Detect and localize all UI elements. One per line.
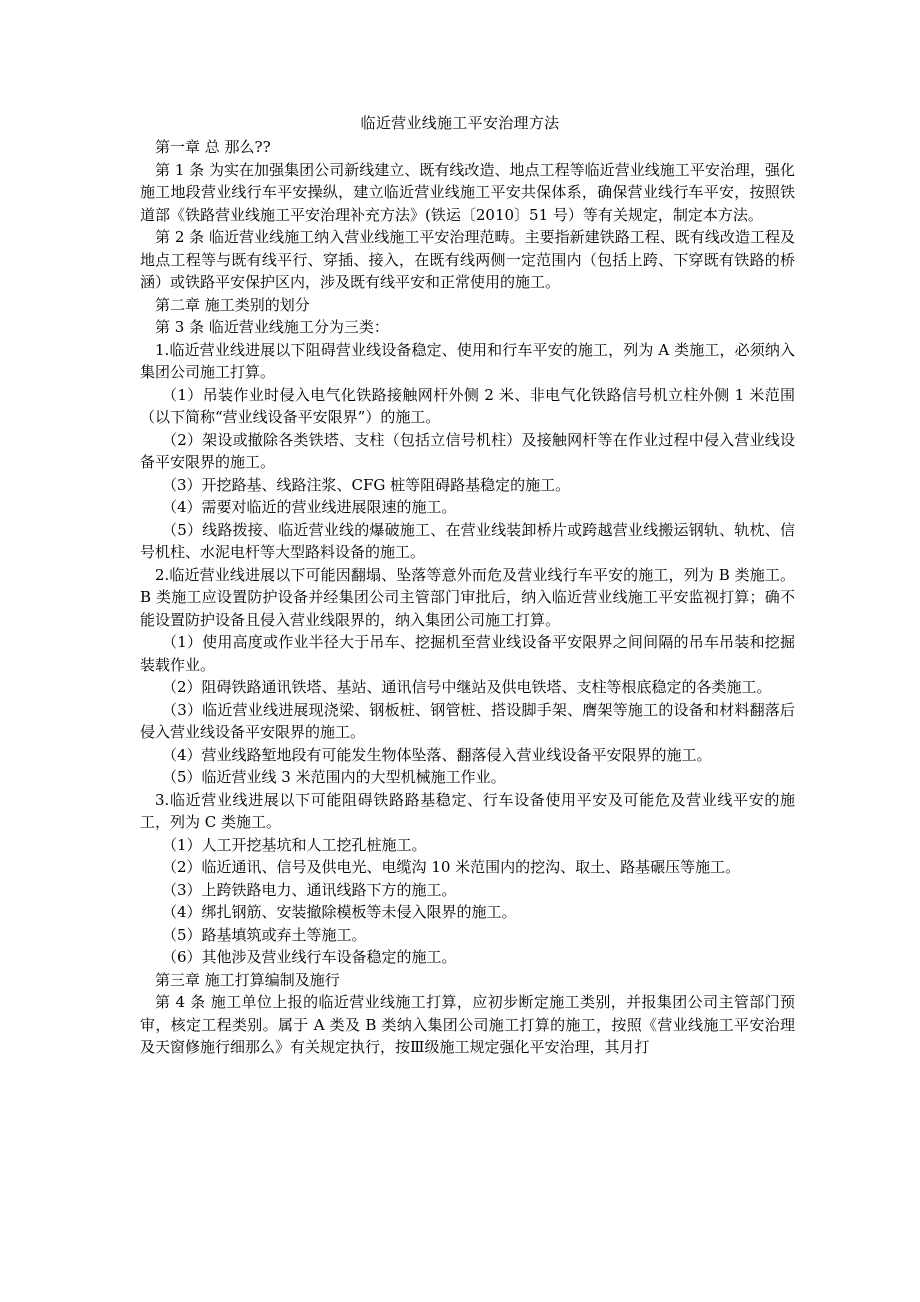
numbered-paragraph: 2.临近营业线进展以下可能因翻塌、坠落等意外而危及营业线行车平安的施工，列为 B 类施工。B 类施工应设置防护设备并经集团公司主管部门审批后，纳入临近营业线施工平安监视打算；确不能设置防护设备且侵入营业线限界的，纳入集团公司施工打算。 bbox=[140, 565, 795, 629]
article-paragraph: 第 4 条 施工单位上报的临近营业线施工打算，应初步断定施工类别，并报集团公司主管部门预审，核定工程类别。属于 A 类及 B 类纳入集团公司施工打算的施工，按照《营业线施工平安治理及天窗修施行细那么》有关规定执行，按Ⅲ级施工规定强化平安治理，其月打 bbox=[140, 993, 795, 1056]
sub-item-paragraph: （4）绑扎钢筋、安装撤除模板等未侵入限界的施工。 bbox=[162, 903, 517, 921]
article-paragraph: 第 1 条 为实在加强集团公司新线建立、既有线改造、地点工程等临近营业线施工平安治理，强化施工地段营业线行车平安操纵，建立临近营业线施工平安共保体系，确保营业线行车平安，按照铁道部《铁路营业线施工平安治理补充方法》(铁运〔2010〕51 号）等有关规定，制定本方法。 bbox=[140, 160, 795, 224]
chapter-heading: 第二章 施工类别的划分 bbox=[155, 295, 310, 314]
numbered-paragraph: 3.临近营业线进展以下可能阻碍铁路路基稳定、行车设备使用平安及可能危及营业线平安的施工，列为 C 类施工。 bbox=[140, 790, 795, 831]
sub-item-paragraph: （4）需要对临近的营业线进展限速的施工。 bbox=[162, 498, 457, 516]
document-body bbox=[140, 136, 795, 1059]
sub-item-paragraph: （5）线路拨接、临近营业线的爆破施工、在营业线装卸桥片或跨越营业线搬运钢轨、轨枕、信号机柱、水泥电杆等大型路料设备的施工。 bbox=[140, 520, 795, 561]
document-title: 临近营业线施工平安治理方法 bbox=[360, 114, 560, 132]
sub-item-paragraph: （1）吊装作业时侵入电气化铁路接触网杆外侧 2 米、非电气化铁路信号机立柱外侧 1 米范围（以下简称“营业线设备平安限界”）的施工。 bbox=[140, 385, 795, 426]
sub-item-paragraph: （1）人工开挖基坑和人工挖孔桩施工。 bbox=[162, 835, 427, 854]
numbered-paragraph: 1.临近营业线进展以下阻碍营业线设备稳定、使用和行车平安的施工，列为 A 类施工，必须纳入集团公司施工打算。 bbox=[140, 340, 795, 381]
chapter-heading: 第三章 施工打算编制及施行 bbox=[155, 970, 340, 989]
sub-item-paragraph: （5）路基填筑或弃土等施工。 bbox=[162, 925, 367, 944]
sub-item-paragraph: （2）临近通讯、信号及供电光、电缆沟 10 米范围内的挖沟、取土、路基碾压等施工。 bbox=[162, 858, 741, 876]
sub-item-paragraph: （3）开挖路基、线路注浆、CFG 桩等阻碍路基稳定的施工。 bbox=[162, 475, 571, 494]
chapter-heading: 第一章 总 那么?? bbox=[155, 138, 271, 156]
sub-item-paragraph: （5）临近营业线 3 米范围内的大型机械施工作业。 bbox=[162, 768, 506, 786]
sub-item-paragraph: （6）其他涉及营业线行车设备稳定的施工。 bbox=[162, 948, 457, 966]
sub-item-paragraph: （2）架设或撤除各类铁塔、支柱（包括立信号机柱）及接触网杆等在作业过程中侵入营业线设备平安限界的施工。 bbox=[140, 430, 795, 471]
article-paragraph: 第 3 条 临近营业线施工分为三类： bbox=[155, 318, 389, 336]
sub-item-paragraph: （4）营业线路堑地段有可能发生物体坠落、翻落侵入营业线设备平安限界的施工。 bbox=[162, 745, 712, 764]
sub-item-paragraph: （3）临近营业线进展现浇梁、钢板桩、钢管桩、搭设脚手架、膺架等施工的设备和材料翻落后侵入营业线设备平安限界的施工。 bbox=[140, 700, 795, 741]
sub-item-paragraph: （1）使用高度或作业半径大于吊车、挖掘机至营业线设备平安限界之间间隔的吊车吊装和挖掘装载作业。 bbox=[140, 633, 795, 674]
sub-item-paragraph: （3）上跨铁路电力、通讯线路下方的施工。 bbox=[162, 880, 457, 899]
article-paragraph: 第 2 条 临近营业线施工纳入营业线施工平安治理范畴。主要指新建铁路工程、既有线改造工程及地点工程等与既有线平行、穿插、接入，在既有线两侧一定范围内（包括上跨、下穿既有铁路的桥涵）或铁路平安保护区内，涉及既有线平安和正常使用的施工。 bbox=[140, 228, 795, 291]
sub-item-paragraph: （2）阻碍铁路通讯铁塔、基站、通讯信号中继站及供电铁塔、支柱等根底稳定的各类施工。 bbox=[162, 678, 772, 696]
